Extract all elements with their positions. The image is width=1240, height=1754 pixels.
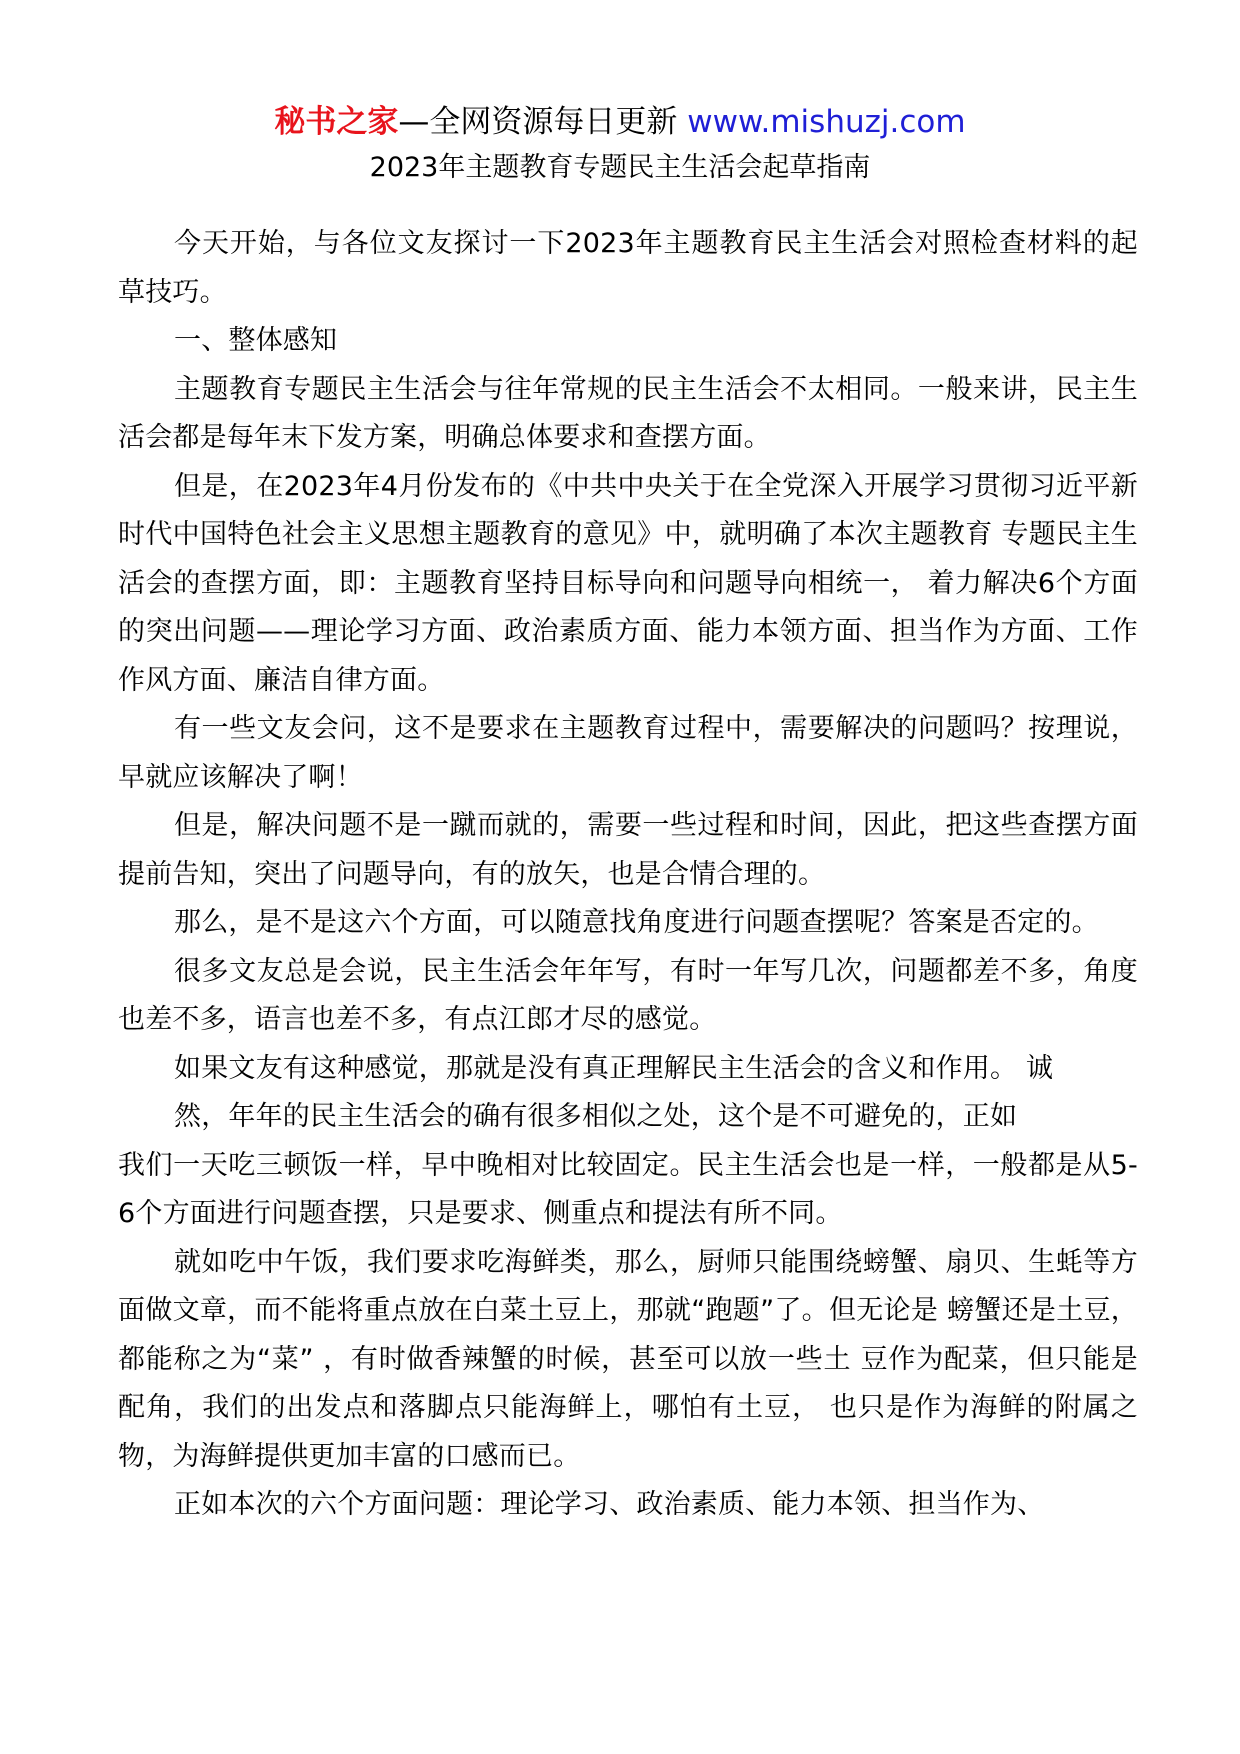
paragraph: 主题教育专题民主生活会与往年常规的民主生活会不太相同。一般来讲，民主生活会都是每年末下发方案，明确总体要求和查摆方面。	[118, 373, 1138, 453]
paragraph: 很多文友总是会说，民主生活会年年写，有时一年写几次，问题都差不多，角度也差不多，语言也差不多，有点江郎才尽的感觉。	[118, 955, 1138, 1035]
paragraph: 但是，解决问题不是一蹴而就的，需要一些过程和时间，因此，把这些查摆方面提前告知，突出了问题导向，有的放矢，也是合情合理的。	[118, 810, 1138, 890]
paragraph: 就如吃中午饭，我们要求吃海鲜类，那么，厨师只能围绕螃蟹、扇贝、生蚝等方面做文章，而不能将重点放在白菜土豆上，那就“跑题”了。但无论是 螃蟹还是土豆，都能称之为“菜” ，有时做香辣蟹的时候，甚至可以放一些土 豆作为配菜，但只能是配角，我们的出发点和落脚点只能海鲜上，哪怕有土豆， 也只是作为海鲜的附属之物，为海鲜提供更加丰富的口感而已。	[118, 1246, 1138, 1472]
paragraph: 今天开始，与各位文友探讨一下2023年主题教育民主生活会对照检查材料的起草技巧。	[118, 228, 1138, 308]
site-url-link[interactable]: www.mishuzj.com	[687, 104, 966, 140]
paragraph: 如果文友有这种感觉，那就是没有真正理解民主生活会的含义和作用。 诚	[174, 1052, 1054, 1084]
document-title: 2023年主题教育专题民主生活会起草指南	[369, 152, 871, 183]
paragraph: 有一些文友会问，这不是要求在主题教育过程中，需要解决的问题吗？按理说，早就应该解决了啊！	[118, 713, 1138, 793]
paragraph: 然，年年的民主生活会的确有很多相似之处，这个是不可避免的，正如	[174, 1101, 1018, 1132]
document-body	[118, 220, 1138, 1530]
paragraph: 但是，在2023年4月份发布的《中共中央关于在全党深入开展学习贯彻习近平新时代中国特色社会主义思想主题教育的意见》中，就明确了本次主题教育 专题民主生活会的查摆方面，即：主题教育坚持目标导向和问题导向相统一， 着力解决6个方面的突出问题——理论学习方面、政治素质方面、能力本领方面、担当作为方面、工作作风方面、廉洁自律方面。	[118, 470, 1138, 696]
paragraph: 我们一天吃三顿饭一样，早中晚相对比较固定。民主生活会也是一样，一般都是从5-6个方面进行问题查摆，只是要求、侧重点和提法有所不同。	[118, 1149, 1138, 1229]
site-header	[0, 100, 1240, 144]
paragraph: 正如本次的六个方面问题：理论学习、政治素质、能力本领、担当作为、	[174, 1489, 1045, 1520]
section-heading: 一、整体感知	[174, 325, 338, 356]
site-tagline: —全网资源每日更新	[398, 104, 678, 140]
paragraph: 那么，是不是这六个方面，可以随意找角度进行问题查摆呢？答案是否定的。	[174, 907, 1099, 938]
brand-name: 秘书之家	[274, 104, 399, 140]
